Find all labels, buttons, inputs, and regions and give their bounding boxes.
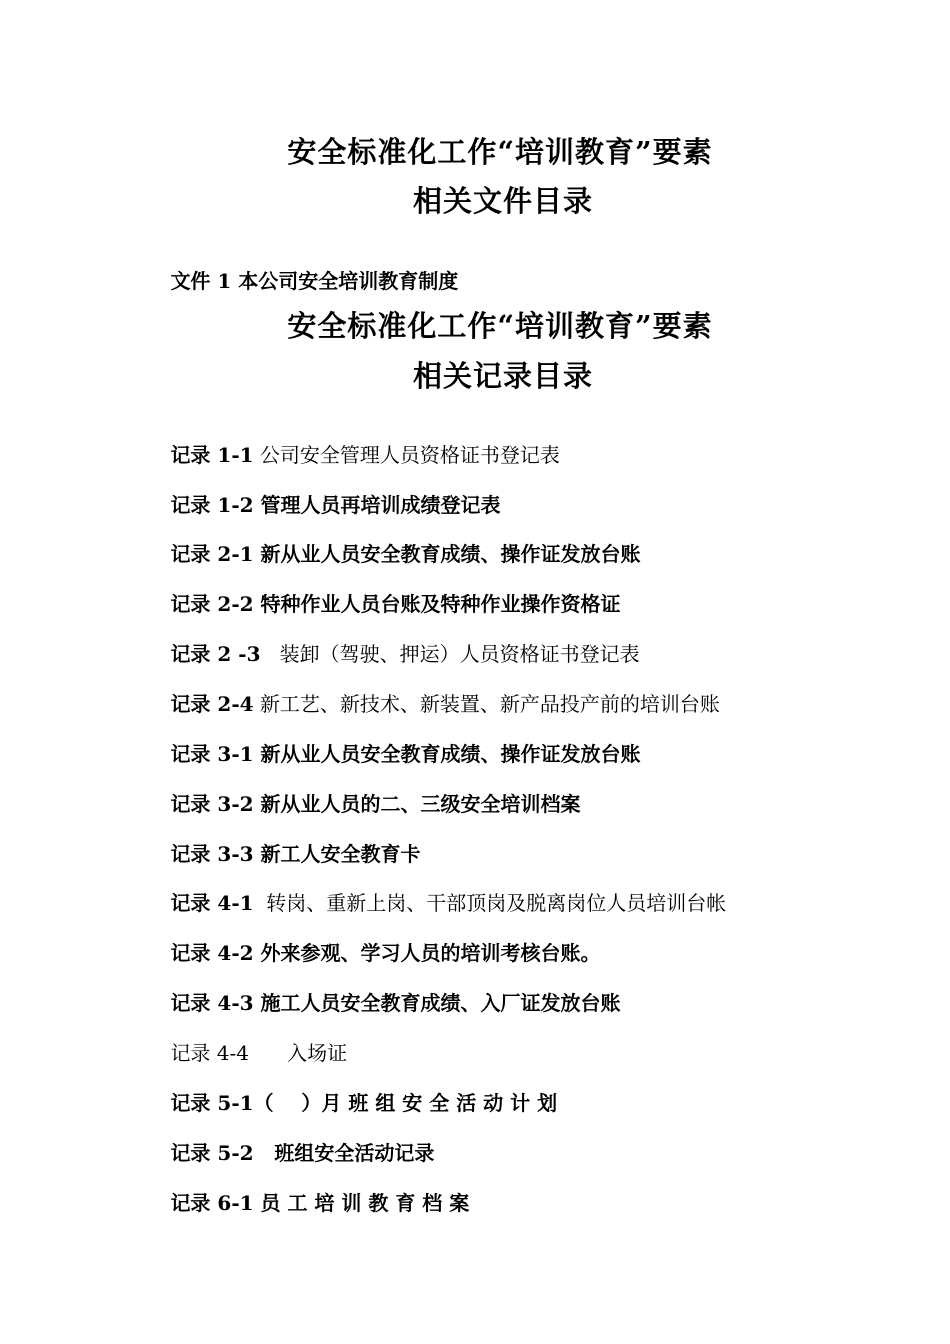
record-item-label: 记录 3-1 bbox=[170, 742, 254, 766]
record-item-label: 记录 3-3 bbox=[170, 842, 254, 866]
record-item-text: 新从业人员安全教育成绩、操作证发放台账 bbox=[253, 742, 641, 766]
record-item-text: 新工人安全教育卡 bbox=[253, 842, 421, 866]
record-item-text: 装卸（驾驶、押运）人员资格证书登记表 bbox=[260, 642, 640, 666]
record-item-text: （ ）月 班 组 安 全 活 动 计 划 bbox=[253, 1091, 558, 1115]
record-item-text: 新从业人员的二、三级安全培训档案 bbox=[253, 792, 581, 816]
record-item-text: 施工人员安全教育成绩、入厂证发放台账 bbox=[253, 991, 621, 1015]
record-item-label: 记录 2 -3 bbox=[170, 642, 261, 666]
record-item-label: 记录 6-1 bbox=[170, 1191, 254, 1215]
record-item-text: 公司安全管理人员资格证书登记表 bbox=[253, 443, 560, 467]
record-item-label: 记录 5-1 bbox=[170, 1091, 254, 1115]
record-item-label: 记录 1-1 bbox=[170, 443, 254, 467]
record-item-label: 记录 5-2 bbox=[170, 1141, 254, 1165]
record-item-label: 记录 2-2 bbox=[170, 592, 254, 616]
records-section-title: 安全标准化工作“培训教育”要素 bbox=[287, 309, 713, 343]
record-item-text: 转岗、重新上岗、干部顶岗及脱离岗位人员培训台帐 bbox=[253, 891, 727, 915]
record-item-label: 记录 4-1 bbox=[170, 891, 254, 915]
record-item-text: 特种作业人员台账及特种作业操作资格证 bbox=[253, 592, 621, 616]
record-item-6-1 bbox=[145, 1158, 469, 1248]
record-item-label: 记录 4-2 bbox=[170, 941, 254, 965]
file-item-label: 文件 1 本公司安全培训教育制度 bbox=[170, 269, 459, 293]
record-item-text: 员 工 培 训 教 育 档 案 bbox=[253, 1191, 470, 1215]
record-item-text: 新从业人员安全教育成绩、操作证发放台账 bbox=[253, 542, 641, 566]
files-section-title: 安全标准化工作“培训教育”要素 bbox=[287, 135, 713, 169]
record-item-label: 记录 2-4 bbox=[170, 692, 254, 716]
files-section-subtitle: 相关文件目录 bbox=[412, 184, 593, 218]
record-item-text: 管理人员再培训成绩登记表 bbox=[253, 493, 501, 517]
record-item-text: 外来参观、学习人员的培训考核台账。 bbox=[253, 941, 601, 965]
record-item-label: 记录 2-1 bbox=[170, 542, 254, 566]
record-item-label: 记录 3-2 bbox=[170, 792, 254, 816]
record-item-label: 记录 4-3 bbox=[170, 991, 254, 1015]
records-section-subtitle: 相关记录目录 bbox=[412, 359, 593, 393]
record-item-label: 记录 4-4 bbox=[170, 1041, 250, 1065]
record-item-text: 入场证 bbox=[249, 1041, 348, 1065]
record-item-text: 新工艺、新技术、新装置、新产品投产前的培训台账 bbox=[253, 692, 720, 716]
record-item-label: 记录 1-2 bbox=[170, 493, 254, 517]
record-item-text: 班组安全活动记录 bbox=[253, 1141, 435, 1165]
